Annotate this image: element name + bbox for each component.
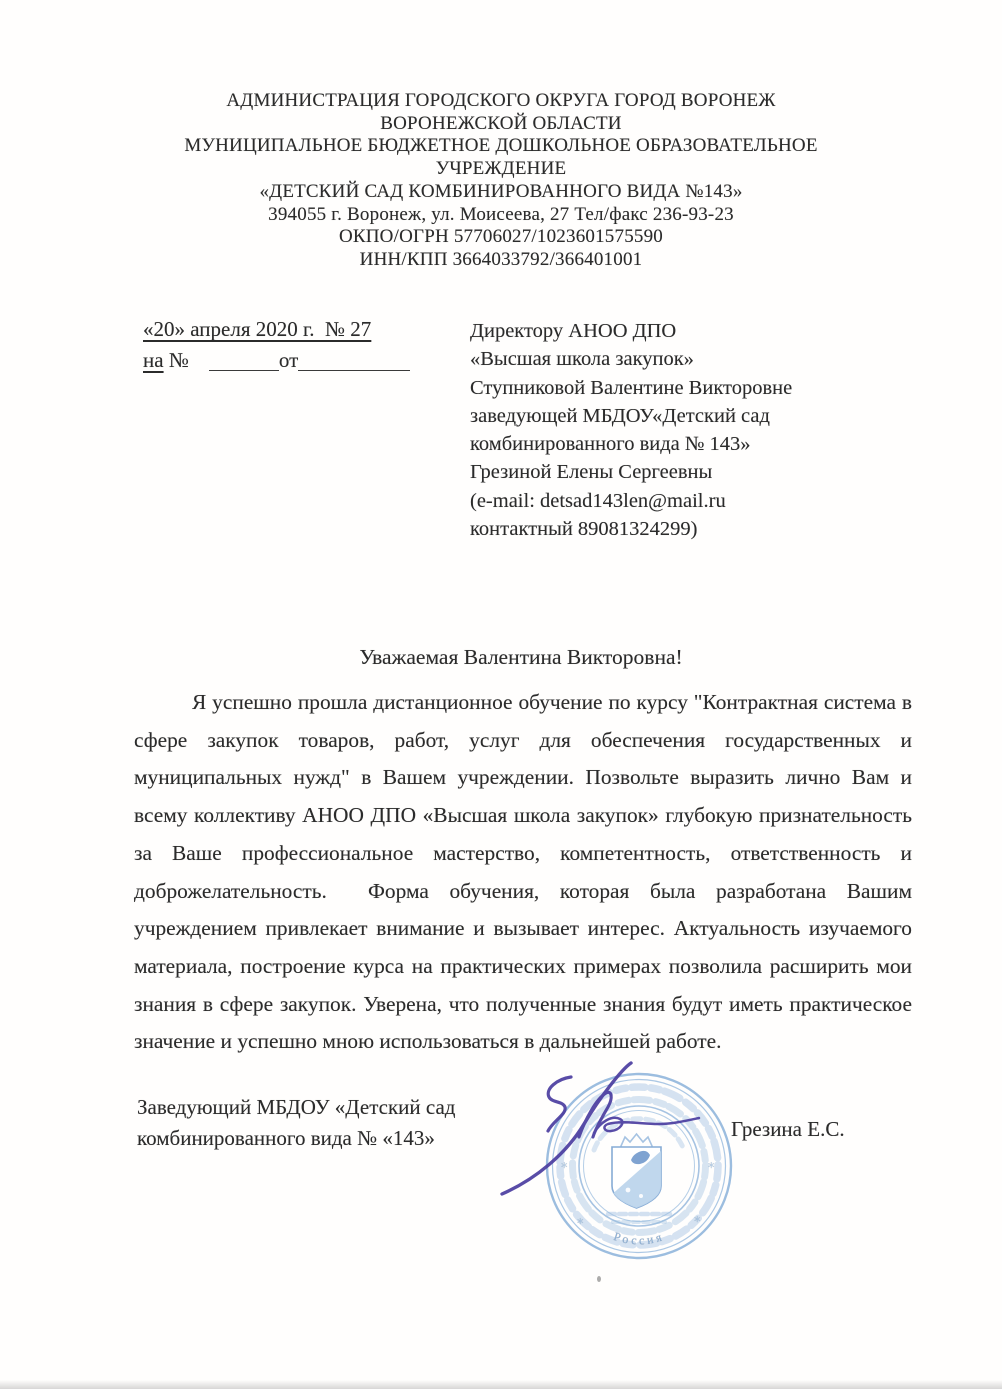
letterhead-line: ВОРОНЕЖСКОЙ ОБЛАСТИ — [380, 112, 622, 134]
seal-coat-of-arms-icon — [612, 1147, 661, 1208]
reference-block — [143, 314, 410, 376]
seal-separator-stars — [561, 1161, 715, 1232]
blank-date-field — [298, 349, 410, 371]
handwritten-signature-icon — [502, 1063, 699, 1194]
stamp-and-signature-area — [465, 1025, 795, 1315]
body-paragraph: Я успешно прошла дистанционное обучение по курсу "Контрактная система в сфере закупок товаров, работ, услуг для обеспечения государственных и муниципальных нужд" в Вашем учреждении. Позвольте выразить лично Вам и всему коллективу АНОО ДПО «Высшая школа закупок» глубокую признательность за Ваше профессиональное мастерство, компетентность, ответственность и доброжелательность. Форма обучения, которая была разработана Вашим учреждением привлекает внимание и вызывает интерес. Актуальность изучаемого материала, построение курса на практических примерах позволила расширить мои знания в сфере закупок. Уверена, что полученные знания будут иметь практическое значение и успешно мною использоваться в дальнейшей работе. — [134, 690, 912, 1054]
addressee-line: Ступниковой Валентине Викторовне — [470, 376, 793, 399]
reply-to-line — [143, 345, 410, 376]
letterhead-line: УЧРЕЖДЕНИЕ — [435, 158, 567, 180]
signer-title — [137, 1092, 455, 1154]
blank-number-field — [209, 349, 279, 371]
svg-text:*: * — [577, 1217, 584, 1232]
svg-text:Россия — [612, 1229, 666, 1247]
svg-text:*: * — [694, 1215, 701, 1230]
letterhead-line: 394055 г. Воронеж, ул. Моисеева, 27 Тел/факс 236-93-23 — [268, 203, 734, 225]
addressee-line: (e-mail: detsad143len@mail.ru — [470, 489, 726, 512]
letterhead-line: ИНН/КПП 3664033792/366401001 — [359, 248, 643, 270]
letterhead-line: ОКПО/ОГРН 57706027/1023601575590 — [338, 226, 664, 248]
addressee-line: Грезиной Елены Сергеевны — [470, 461, 713, 484]
date-and-number-line — [143, 314, 410, 345]
signer-title-line: Заведующий МБДОУ «Детский сад — [137, 1095, 456, 1119]
letterhead-line: АДМИНИСТРАЦИЯ ГОРОДСКОГО ОКРУГА ГОРОД ВОРОНЕЖ — [226, 90, 776, 111]
letterhead-line: МУНИЦИПАЛЬНОЕ БЮДЖЕТНОЕ ДОШКОЛЬНОЕ ОБРАЗОВАТЕЛЬНОЕ — [184, 135, 818, 157]
letterhead — [0, 90, 1002, 272]
svg-text:*: * — [708, 1161, 715, 1176]
letterhead-line: «ДЕТСКИЙ САД КОМБИНИРОВАННОГО ВИДА №143» — [259, 180, 743, 202]
seal-bottom-text: Россия — [611, 1229, 667, 1248]
scan-speck-artifact — [597, 1276, 601, 1282]
salutation: Уважаемая Валентина Викторовна! — [359, 645, 683, 669]
signer-title-line: комбинированного вида № «143» — [137, 1126, 435, 1150]
addressee-line: Директору АНОО ДПО — [470, 320, 677, 342]
signer-name: Грезина Е.С. — [731, 1117, 845, 1141]
addressee-line: «Высшая школа закупок» — [470, 348, 694, 371]
reply-ot: от — [278, 348, 299, 372]
date-number-text: «20» апреля 2020 г. № 27 — [143, 317, 372, 341]
reply-prefix: на — [143, 348, 164, 372]
scan-edge-artifact — [0, 1380, 1002, 1389]
reply-no-sign: № — [163, 348, 189, 372]
addressee-block — [470, 317, 792, 543]
addressee-line: заведующей МБДОУ«Детский сад — [470, 404, 770, 427]
round-seal-stamp-icon — [547, 1074, 731, 1258]
addressee-line: комбинированного вида № 143» — [470, 433, 751, 456]
svg-text:*: * — [561, 1161, 568, 1176]
addressee-line: контактный 89081324299) — [470, 518, 698, 541]
